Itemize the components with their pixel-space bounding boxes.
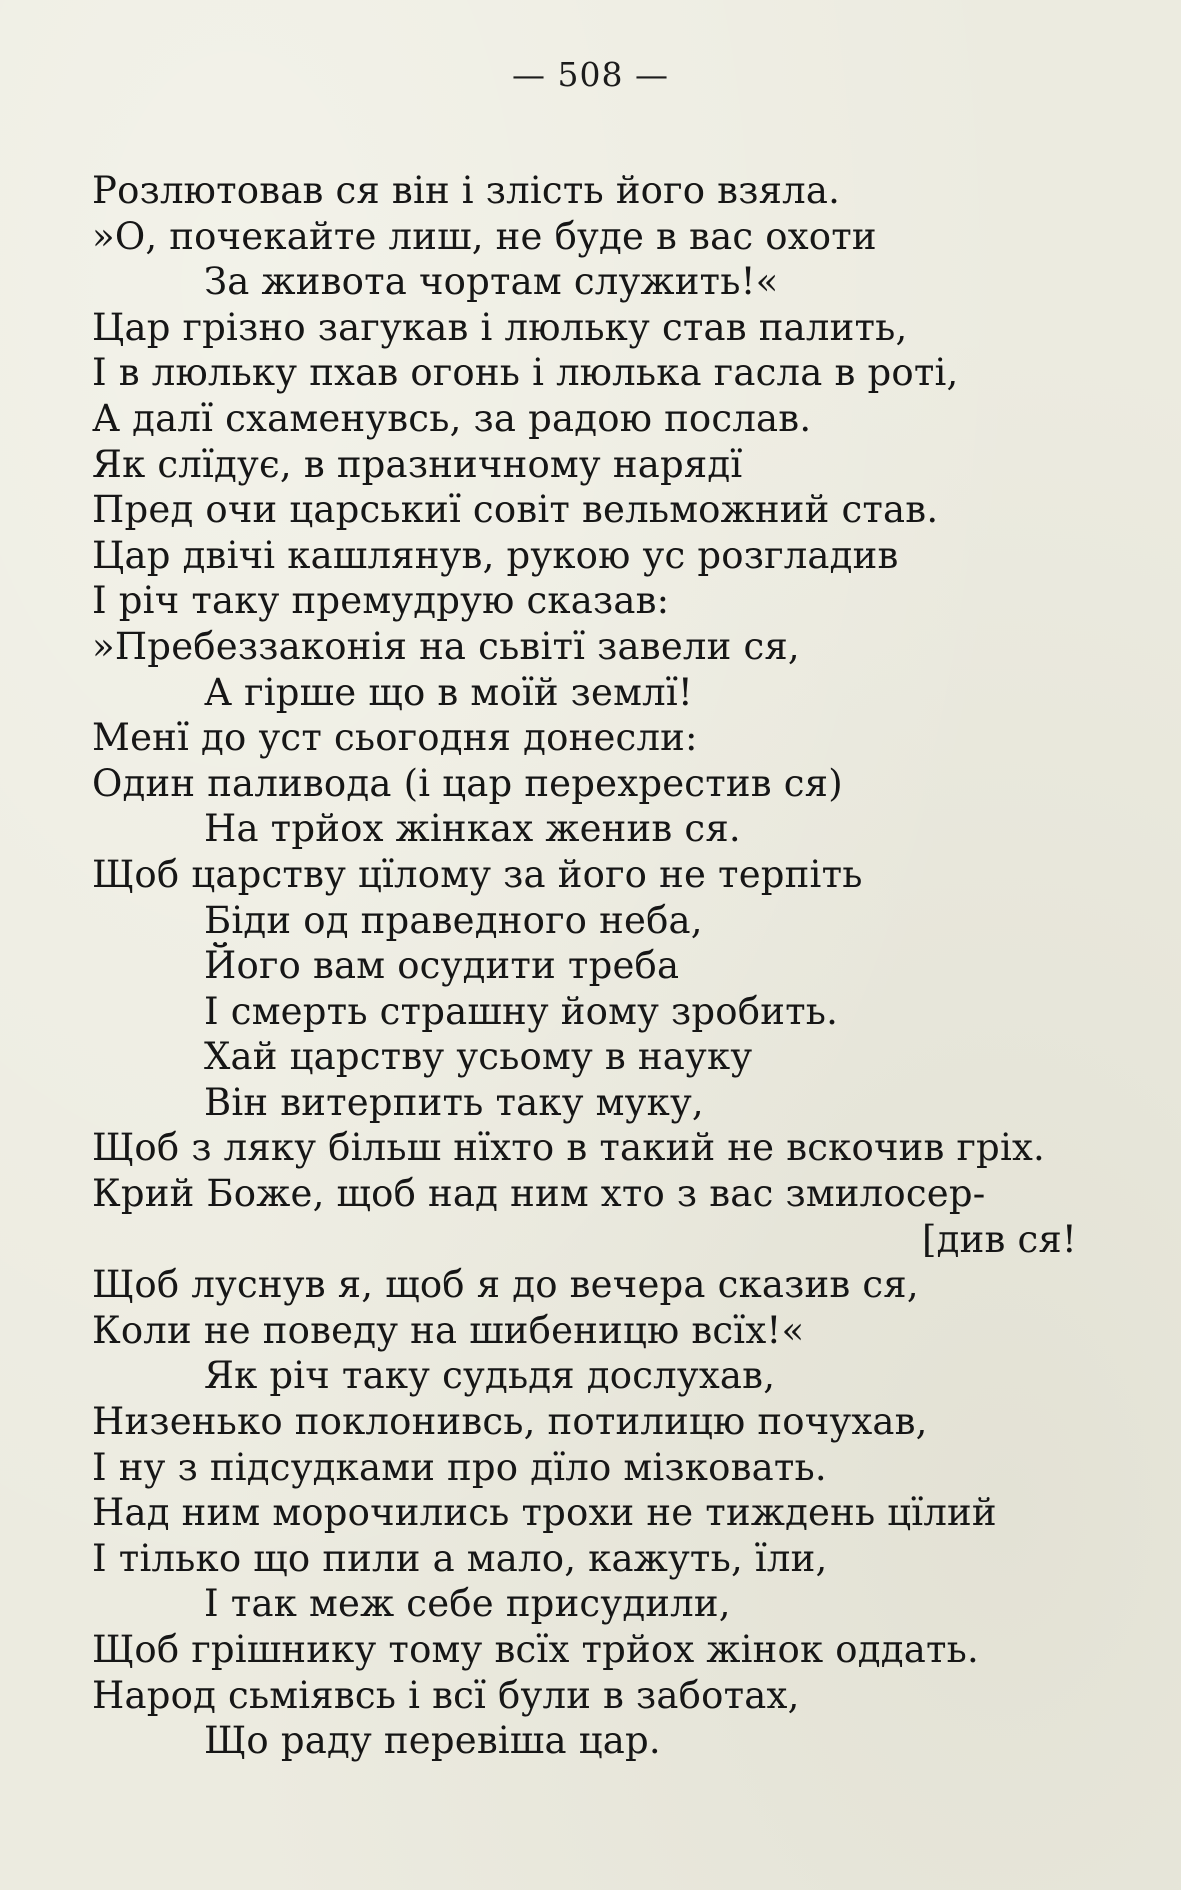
poem-line: Цар двічі кашлянув, рукою ус розгладив [92, 533, 899, 577]
poem-line: Він витерпить таку муку, [204, 1080, 704, 1124]
poem-line: Крий Боже, щоб над ним хто з вас змилосер- [92, 1172, 986, 1216]
poem-line: Над ним морочились трохи не тиждень цїлий [92, 1491, 997, 1535]
poem-line: Народ сьміявсь і всї були в заботах, [92, 1673, 800, 1717]
poem-line: Менї до уст сьогодня донесли: [92, 716, 698, 760]
poem-line: »Пребеззаконія на сьвітї завели ся, [92, 624, 800, 668]
poem-line: Щоб грішнику тому всїх трйох жінок оддать. [92, 1628, 979, 1671]
poem-line: І річ таку премудрую сказав: [92, 579, 670, 623]
poem-line: А гірше що в моїй землї! [204, 670, 693, 714]
poem-line: Щоб луснув я, щоб я до вечера сказив ся, [92, 1263, 919, 1307]
poem-line: Щоб з ляку більш нїхто в такий не вскочив гріх. [92, 1126, 1046, 1170]
poem-line: За живота чортам служить!« [204, 260, 779, 304]
poem-line: Розлютовав ся він і злість його взяла. [92, 169, 841, 212]
poem-line: Його вам осудити треба [204, 944, 680, 988]
poem-line: [див ся! [921, 1217, 1077, 1261]
poem-line: Як річ таку судьдя дослухав, [204, 1354, 776, 1398]
poem-line: Низенько поклонивсь, потилицю почухав, [92, 1400, 928, 1444]
poem-line: На трйох жінках женив ся. [204, 807, 741, 851]
poem-text [92, 168, 1092, 1764]
poem-line: Один паливода (і цар перехрестив ся) [92, 761, 843, 805]
poem-line: Хай царству усьому в науку [204, 1035, 753, 1079]
poem-line: А далї схаменувсь, за радою послав. [92, 396, 812, 440]
poem-line: »О, почекайте лиш, не буде в вас охоти [92, 214, 877, 258]
poem-line: І смерть страшну йому зробить. [204, 989, 839, 1033]
poem-line: Пред очи царськиї совіт вельможний став. [92, 488, 939, 532]
poem-line: Біди од праведного неба, [204, 898, 703, 942]
poem-line: Щоб царству цїлому за його не терпіть [92, 852, 863, 896]
poem-line: Що раду перевіша цар. [204, 1719, 661, 1763]
poem-line: Коли не поведу на шибеницю всїх!« [92, 1308, 805, 1352]
poem-line: І так меж себе присудили, [204, 1582, 731, 1626]
poem-line: Як слїдує, в празничному нарядї [92, 442, 743, 486]
poem-line: Цар грізно загукав і люльку став палить, [92, 305, 908, 349]
page-number: — 508 — [512, 55, 669, 94]
poem-line: І тілько що пили а мало, кажуть, їли, [92, 1536, 828, 1580]
poem-line: І ну з підсудками про дїло мізковать. [92, 1445, 827, 1489]
poem-line: І в люльку пхав огонь і люлька гасла в роті, [92, 351, 959, 395]
